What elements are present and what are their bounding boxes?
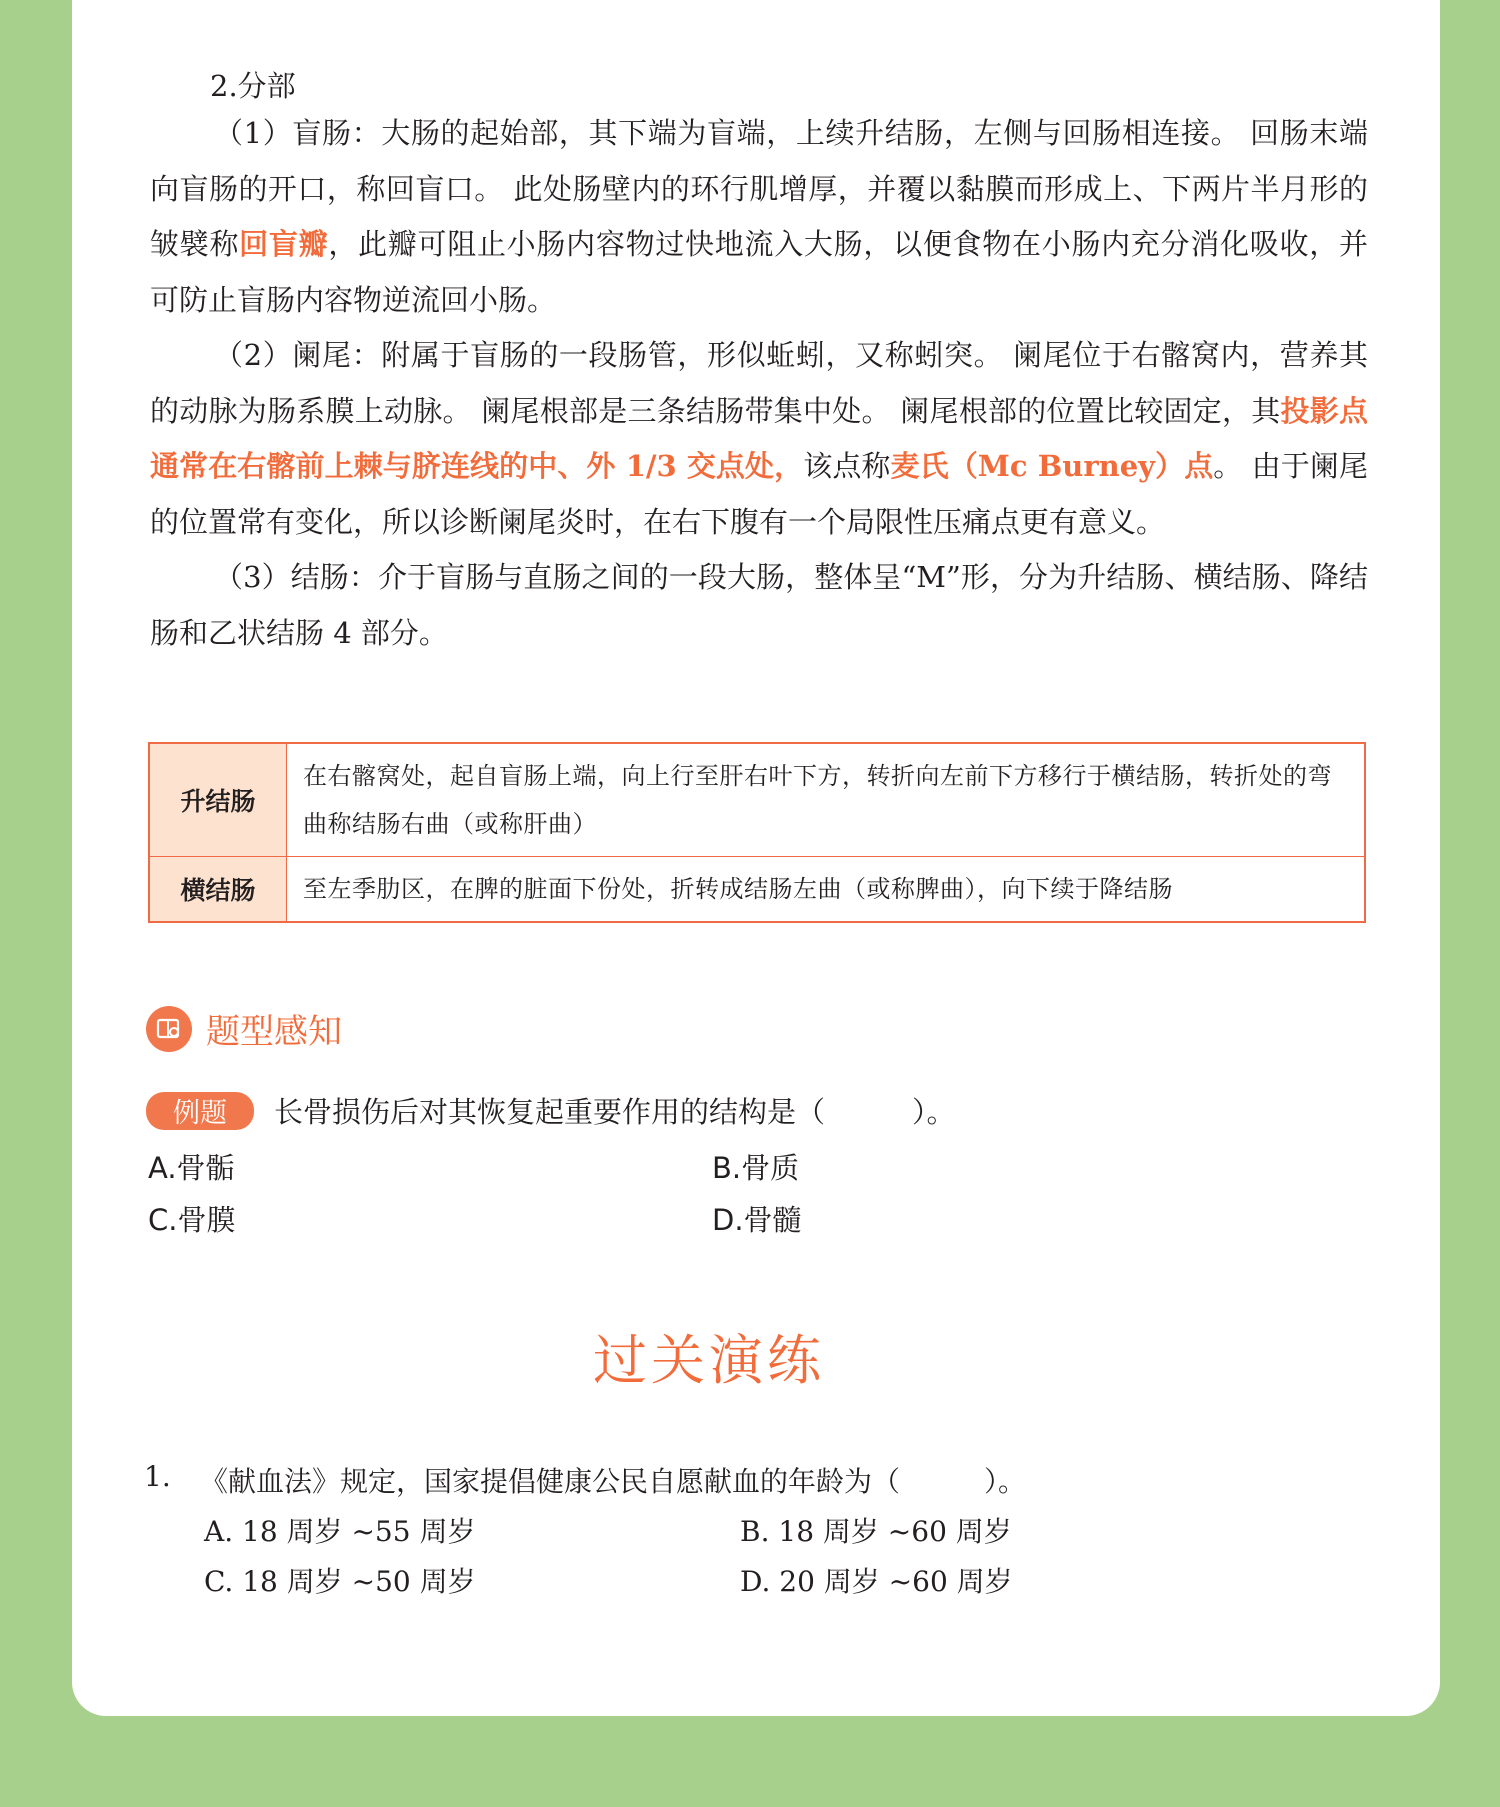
text: 该点称 — [803, 449, 891, 483]
example-question — [146, 1090, 956, 1131]
section-heading: 2.分部 — [210, 69, 296, 103]
book-icon — [146, 1006, 192, 1052]
example-badge: 例题 — [146, 1092, 254, 1130]
question-number: 1. — [144, 1460, 171, 1493]
option-d: D.骨髓 — [712, 1203, 802, 1237]
body-text — [150, 106, 1368, 661]
highlight-term: 回盲瓣 — [239, 227, 329, 261]
perception-title — [146, 1004, 342, 1053]
example-question-text: 长骨损伤后对其恢复起重要作用的结构是（ ）。 — [274, 1095, 956, 1129]
text: 。 由于阑尾的位置常有变化，所以诊断阑尾炎时，在右下腹有一个局限性压痛点更有意义。 — [150, 449, 1368, 539]
table-key: 升结肠 — [149, 743, 287, 857]
highlight-term: 麦氏（Mc Burney）点 — [890, 449, 1214, 483]
question-text: 《献血法》规定，国家提倡健康公民自愿献血的年龄为（ ）。 — [200, 1465, 1027, 1498]
table-key: 横结肠 — [149, 857, 287, 923]
paragraph-cecum — [150, 106, 1368, 328]
text: （2）阑尾：附属于盲肠的一段肠管，形似蚯蚓，又称蚓突。 阑尾位于右髂窝内，营养其的动脉为肠系膜上动脉。 阑尾根部是三条结肠带集中处。 阑尾根部的位置比较固定，其 — [150, 338, 1368, 428]
colon-table — [148, 742, 1366, 923]
practice-option-c: C. 18 周岁 ~50 周岁 — [204, 1565, 476, 1598]
option-b: B.骨质 — [712, 1151, 800, 1185]
option-c: C.骨膜 — [148, 1203, 236, 1237]
practice-option-d: D. 20 周岁 ~60 周岁 — [740, 1565, 1013, 1598]
table-value: 在右髂窝处，起自盲肠上端，向上行至肝右叶下方，转折向左前下方移行于横结肠，转折处的弯曲称结肠右曲（或称肝曲） — [287, 743, 1366, 857]
table-value: 至左季肋区，在脾的脏面下份处，折转成结肠左曲（或称脾曲），向下续于降结肠 — [287, 857, 1366, 923]
practice-title: 过关演练 — [593, 1329, 825, 1392]
practice-option-a: A. 18 周岁 ~55 周岁 — [204, 1515, 476, 1548]
text: （1）盲肠：大肠的起始部，其下端为盲端，上续升结肠，左侧与回肠相连接。 回肠末端向盲肠的开口，称回盲口。 此处肠壁内的环行肌增厚，并覆以黏膜而形成上、下两片半月形的皱襞称 — [150, 116, 1368, 261]
option-a: A.骨骺 — [148, 1151, 235, 1185]
table-row — [149, 857, 1365, 923]
paragraph-appendix — [150, 328, 1368, 550]
paragraph-colon: （3）结肠：介于盲肠与直肠之间的一段大肠，整体呈“M”形，分为升结肠、横结肠、降结肠和乙状结肠 4 部分。 — [150, 560, 1368, 650]
text: ，此瓣可阻止小肠内容物过快地流入大肠，以便食物在小肠内充分消化吸收，并可防止盲肠内容物逆流回小肠。 — [150, 227, 1368, 317]
perception-title-text: 题型感知 — [206, 1012, 342, 1052]
table-row — [149, 743, 1365, 857]
practice-option-b: B. 18 周岁 ~60 周岁 — [740, 1515, 1012, 1548]
highlight-term: 投影点通常在右髂前上棘与脐连线的中、外 1/3 交点处， — [150, 393, 1368, 483]
